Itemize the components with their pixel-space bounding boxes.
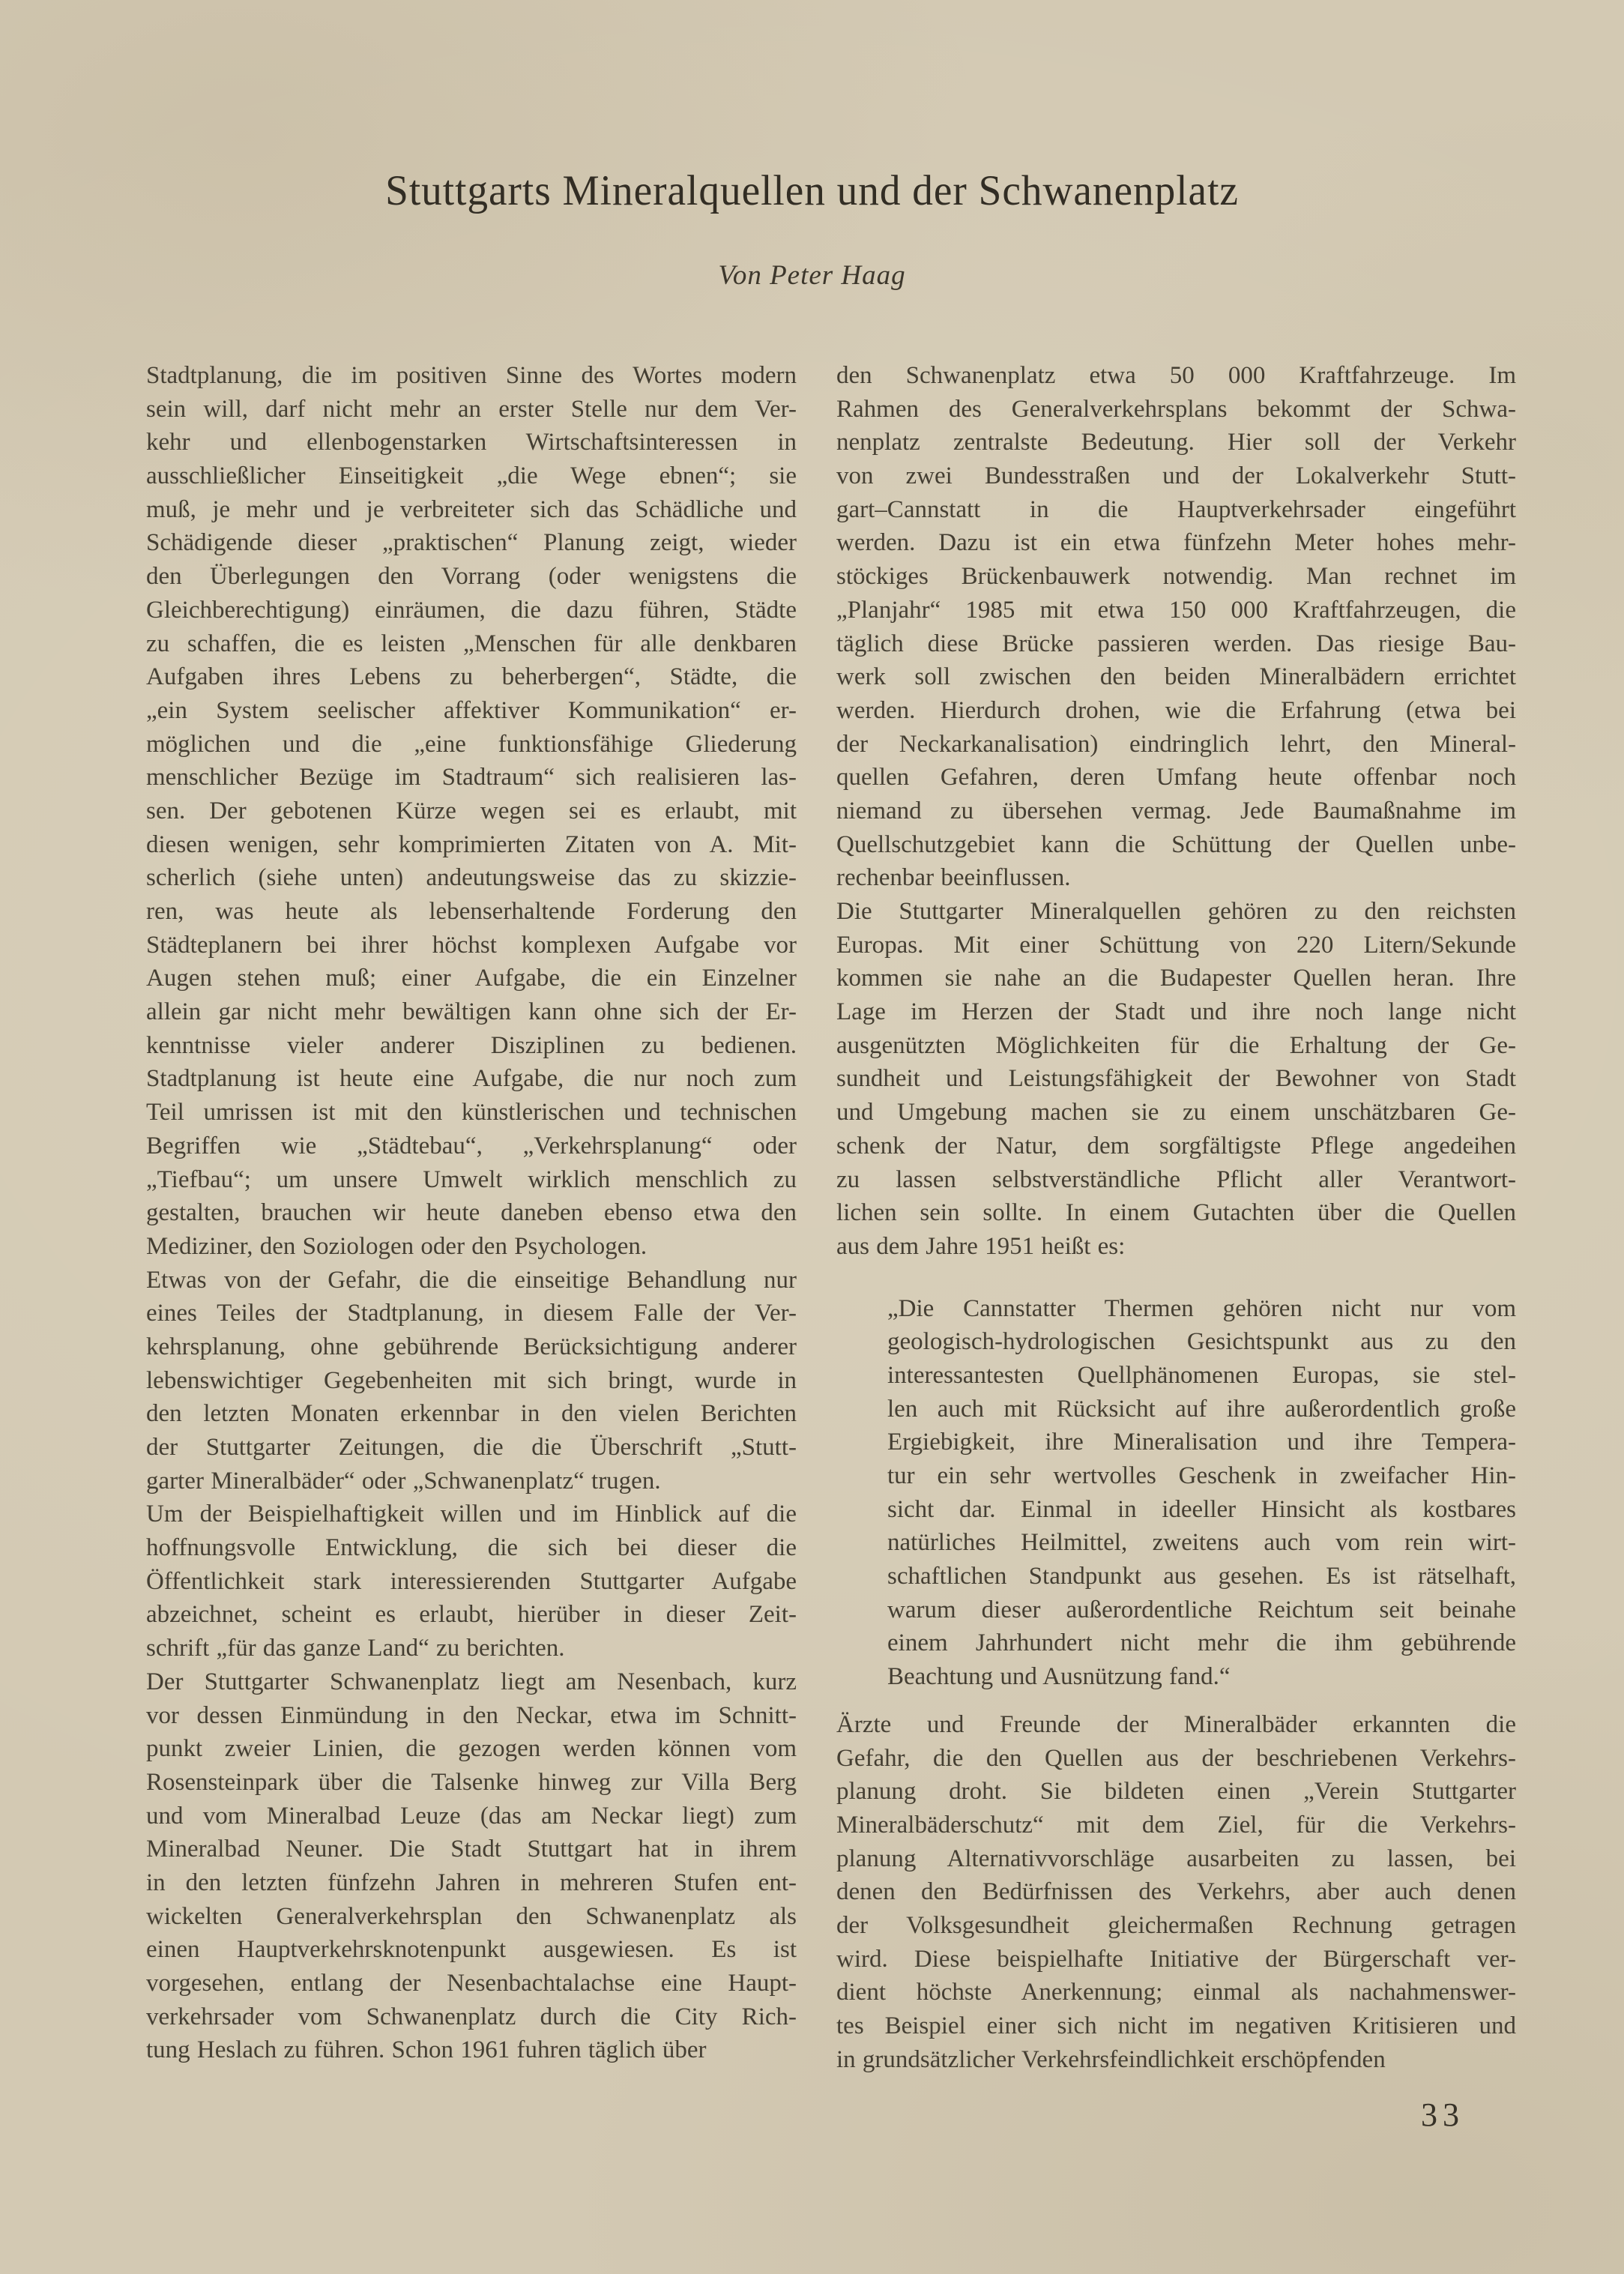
text-line: „Planjahr“ 1985 mit etwa 150 000 Kraftfahrzeugen, die (836, 596, 1516, 624)
paragraph (146, 359, 797, 1264)
two-column-text-block (146, 359, 1516, 2076)
text-line: den letzten Monaten erkennbar in den vielen Berichten (146, 1400, 797, 1428)
text-line: verkehrsader vom Schwanenplatz durch die City Rich- (146, 2003, 797, 2030)
text-line: Aufgaben ihres Lebens zu beherbergen“, Städte, die (146, 663, 797, 691)
text-line: Ärzte und Freunde der Mineralbäder erkannten die (836, 1710, 1516, 1738)
text-line: möglichen und die „eine funktionsfähige Gliederung (146, 730, 797, 758)
text-line: Städteplanern bei ihrer höchst komplexen Aufgabe vor (146, 931, 797, 959)
text-line: Quellschutzgebiet kann die Schüttung der Quellen unbe- (836, 830, 1516, 858)
page-number: 33 (1421, 2096, 1464, 2133)
text-line: diesen wenigen, sehr komprimierten Zitaten von A. Mit- (146, 830, 797, 858)
text-line: der Volksgesundheit gleichermaßen Rechnung getragen (836, 1911, 1516, 1939)
text-line: Lage im Herzen der Stadt und ihre noch lange nicht (836, 998, 1516, 1026)
text-line: Ergiebigkeit, ihre Mineralisation und ihre Tempera- (887, 1429, 1516, 1456)
text-line: planung droht. Sie bildeten einen „Verein Stuttgarter (836, 1778, 1516, 1806)
text-line: punkt zweier Linien, die gezogen werden können vom (146, 1735, 797, 1763)
text-line: zu lassen selbstverständliche Pflicht aller Verantwort- (836, 1165, 1516, 1193)
text-line: Öffentlichkeit stark interessierenden Stuttgarter Aufgabe (146, 1567, 797, 1595)
text-line: sicht dar. Einmal in ideeller Hinsicht als kostbares (887, 1495, 1516, 1523)
text-line: den Überlegungen den Vorrang (oder wenigstens die (146, 563, 797, 591)
text-line: schaftlichen Standpunkt aus gesehen. Es ist rätselhaft, (887, 1563, 1516, 1590)
text-line: der Stuttgarter Zeitungen, die die Überschrift „Stutt- (146, 1434, 797, 1461)
text-line: schrift „für das ganze Land“ zu berichten. (146, 1635, 565, 1662)
paragraph (836, 895, 1516, 1264)
text-line: sundheit und Leistungsfähigkeit der Bewohner von Stadt (836, 1065, 1516, 1093)
text-line: kehr und ellenbogenstarken Wirtschaftsinteressen in (146, 429, 797, 456)
text-line: in den letzten fünfzehn Jahren in mehreren Stufen ent- (146, 1869, 797, 1896)
text-line: und Umgebung machen sie zu einem unschätzbaren Ge- (836, 1099, 1516, 1127)
text-line: planung Alternativvorschläge ausarbeiten zu lassen, bei (836, 1845, 1516, 1872)
text-line: gart–Cannstatt in die Hauptverkehrsader eingeführt (836, 495, 1516, 523)
text-line: gestalten, brauchen wir heute daneben ebenso etwa den (146, 1199, 797, 1227)
text-line: denen den Bedürfnissen des Verkehrs, aber auch denen (836, 1878, 1516, 1906)
text-line: Die Stuttgarter Mineralquellen gehören zu den reichsten (836, 898, 1516, 925)
right-text-column (836, 359, 1516, 2076)
text-line: sen. Der gebotenen Kürze wegen sei es erlaubt, mit (146, 797, 797, 824)
text-line: „Tiefbau“; um unsere Umwelt wirklich menschlich zu (146, 1165, 797, 1193)
text-line: „Die Cannstatter Thermen gehören nicht nur vom (887, 1294, 1516, 1322)
text-line: in grundsätzlicher Verkehrsfeindlichkeit erschöpfenden (836, 2045, 1386, 2073)
text-line: stöckiges Brückenbauwerk notwendig. Man rechnet im (836, 563, 1516, 591)
text-line: quellen Gefahren, deren Umfang heute offenbar noch (836, 764, 1516, 791)
text-line: kenntnisse vieler anderer Disziplinen zu bedienen. (146, 1031, 797, 1059)
text-line: Mineralbad Neuner. Die Stadt Stuttgart hat in ihrem (146, 1836, 797, 1863)
text-line: rechenbar beeinflussen. (836, 864, 1071, 892)
text-line: Rosensteinpark über die Talsenke hinweg zur Villa Berg (146, 1768, 797, 1796)
article-title: Stuttgarts Mineralquellen und der Schwanenplatz (385, 167, 1239, 215)
text-line: warum dieser außerordentliche Reichtum seit beinahe (887, 1596, 1516, 1623)
text-line: Teil umrissen ist mit den künstlerischen und technischen (146, 1099, 797, 1127)
text-line: Beachtung und Ausnützung fand.“ (887, 1663, 1231, 1691)
text-line: wickelten Generalverkehrsplan den Schwanenplatz als (146, 1902, 797, 1930)
text-line: Begriffen wie „Städtebau“, „Verkehrsplanung“ oder (146, 1132, 797, 1159)
paragraph (836, 1708, 1516, 2077)
paragraph (146, 1665, 797, 2067)
text-line: einem Jahrhundert nicht mehr die ihm gebührende (887, 1629, 1516, 1657)
text-line: Stadtplanung, die im positiven Sinne des Wortes modern (146, 362, 797, 389)
text-line: natürliches Heilmittel, zweitens auch vom rein wirt- (887, 1529, 1516, 1557)
text-line: menschlicher Bezüge im Stadtraum“ sich realisieren las- (146, 764, 797, 791)
text-line: Schädigende dieser „praktischen“ Planung zeigt, wieder (146, 529, 797, 557)
text-line: tung Heslach zu führen. Schon 1961 fuhren täglich über (146, 2036, 707, 2064)
text-line: Europas. Mit einer Schüttung von 220 Litern/Sekunde (836, 931, 1516, 959)
text-line: allein gar nicht mehr bewältigen kann ohne sich der Er- (146, 998, 797, 1026)
text-line: den Schwanenplatz etwa 50 000 Kraftfahrzeuge. Im (836, 362, 1516, 389)
text-line: len auch mit Rücksicht auf ihre außerordentlich große (887, 1395, 1516, 1423)
text-line: Etwas von der Gefahr, die die einseitige Behandlung nur (146, 1266, 797, 1294)
text-line: ren, was heute als lebenserhaltende Forderung den (146, 898, 797, 925)
text-line: der Neckarkanalisation) eindringlich lehrt, den Mineral- (836, 730, 1516, 758)
text-line: tes Beispiel einer sich nicht im negativen Kritisieren und (836, 2012, 1516, 2039)
text-line: hoffnungsvolle Entwicklung, die sich bei dieser die (146, 1534, 797, 1562)
text-line: kommen sie nahe an die Budapester Quellen heran. Ihre (836, 965, 1516, 992)
text-line: vorgesehen, entlang der Nesenbachtalachse eine Haupt- (146, 1970, 797, 1997)
paragraph (146, 1264, 797, 1498)
text-line: ausschließlicher Einseitigkeit „die Wege ebnen“; sie (146, 462, 797, 490)
text-line: wird. Diese beispielhafte Initiative der Bürgerschaft ver- (836, 1945, 1516, 1973)
article-byline: Von Peter Haag (718, 260, 906, 291)
text-line: lebenswichtiger Gegebenheiten mit sich bringt, wurde in (146, 1366, 797, 1394)
text-line: einen Hauptverkehrsknotenpunkt ausgewiesen. Es ist (146, 1936, 797, 1964)
text-line: niemand zu übersehen vermag. Jede Baumaßnahme im (836, 797, 1516, 824)
text-line: schenk der Natur, dem sorgfältigste Pflege angedeihen (836, 1132, 1516, 1159)
text-line: täglich diese Brücke passieren werden. Das riesige Bau- (836, 630, 1516, 657)
text-line: werden. Dazu ist ein etwa fünfzehn Meter hohes mehr- (836, 529, 1516, 557)
text-line: scherlich (siehe unten) andeutungsweise das zu skizzie- (146, 864, 797, 892)
text-line: werden. Hierdurch drohen, wie die Erfahrung (etwa bei (836, 696, 1516, 724)
text-line: ausgenützten Möglichkeiten für die Erhaltung der Ge- (836, 1031, 1516, 1059)
text-line: zu schaffen, die es leisten „Menschen für alle denkbaren (146, 630, 797, 657)
paragraph (836, 359, 1516, 895)
text-line: dient höchste Anerkennung; einmal als nachahmenswer- (836, 1979, 1516, 2006)
text-line: garter Mineralbäder“ oder „Schwanenplatz“ trugen. (146, 1467, 661, 1495)
text-line: tur ein sehr wertvolles Geschenk in zweifacher Hin- (887, 1462, 1516, 1489)
text-line: kehrsplanung, ohne gebührende Berücksichtigung anderer (146, 1333, 797, 1360)
text-line: werk soll zwischen den beiden Mineralbädern errichtet (836, 663, 1516, 691)
text-line: Rahmen des Generalverkehrsplans bekommt der Schwa- (836, 395, 1516, 423)
text-line: Der Stuttgarter Schwanenplatz liegt am Nesenbach, kurz (146, 1668, 797, 1695)
text-line: muß, je mehr und je verbreiteter sich das Schädliche und (146, 495, 797, 523)
text-line: lichen sein sollte. In einem Gutachten über die Quellen (836, 1199, 1516, 1227)
text-line: Gefahr, die den Quellen aus der beschriebenen Verkehrs- (836, 1744, 1516, 1772)
text-line: und vom Mineralbad Leuze (das am Neckar liegt) zum (146, 1802, 797, 1830)
text-line: Mineralbäderschutz“ mit dem Ziel, für die Verkehrs- (836, 1811, 1516, 1839)
text-line: Stadtplanung ist heute eine Aufgabe, die nur noch zum (146, 1065, 797, 1093)
text-line: Um der Beispielhaftigkeit willen und im Hinblick auf die (146, 1501, 797, 1528)
text-line: interessantesten Quellphänomenen Europas, sie stel- (887, 1361, 1516, 1389)
text-line: vor dessen Einmündung in den Neckar, etwa im Schnitt- (146, 1701, 797, 1729)
text-line: Gleichberechtigung) einräumen, die dazu führen, Städte (146, 596, 797, 624)
text-line: abzeichnet, scheint es erlaubt, hierüber in dieser Zeit- (146, 1601, 797, 1629)
text-line: Mediziner, den Soziologen oder den Psychologen. (146, 1232, 648, 1260)
text-line: aus dem Jahre 1951 heißt es: (836, 1232, 1126, 1260)
paragraph (146, 1498, 797, 1665)
text-line: eines Teiles der Stadtplanung, in diesem Falle der Ver- (146, 1300, 797, 1327)
text-line: geologisch-hydrologischen Gesichtspunkt aus zu den (887, 1328, 1516, 1356)
text-line: Augen stehen muß; einer Aufgabe, die ein Einzelner (146, 965, 797, 992)
text-line: von zwei Bundesstraßen und der Lokalverkehr Stutt- (836, 462, 1516, 490)
text-line: „ein System seelischer affektiver Kommunikation“ er- (146, 696, 797, 724)
block-quote (836, 1292, 1516, 1694)
text-line: nenplatz zentralste Bedeutung. Hier soll der Verkehr (836, 429, 1516, 456)
left-text-column (146, 359, 797, 2076)
text-line: sein will, darf nicht mehr an erster Stelle nur dem Ver- (146, 395, 797, 423)
